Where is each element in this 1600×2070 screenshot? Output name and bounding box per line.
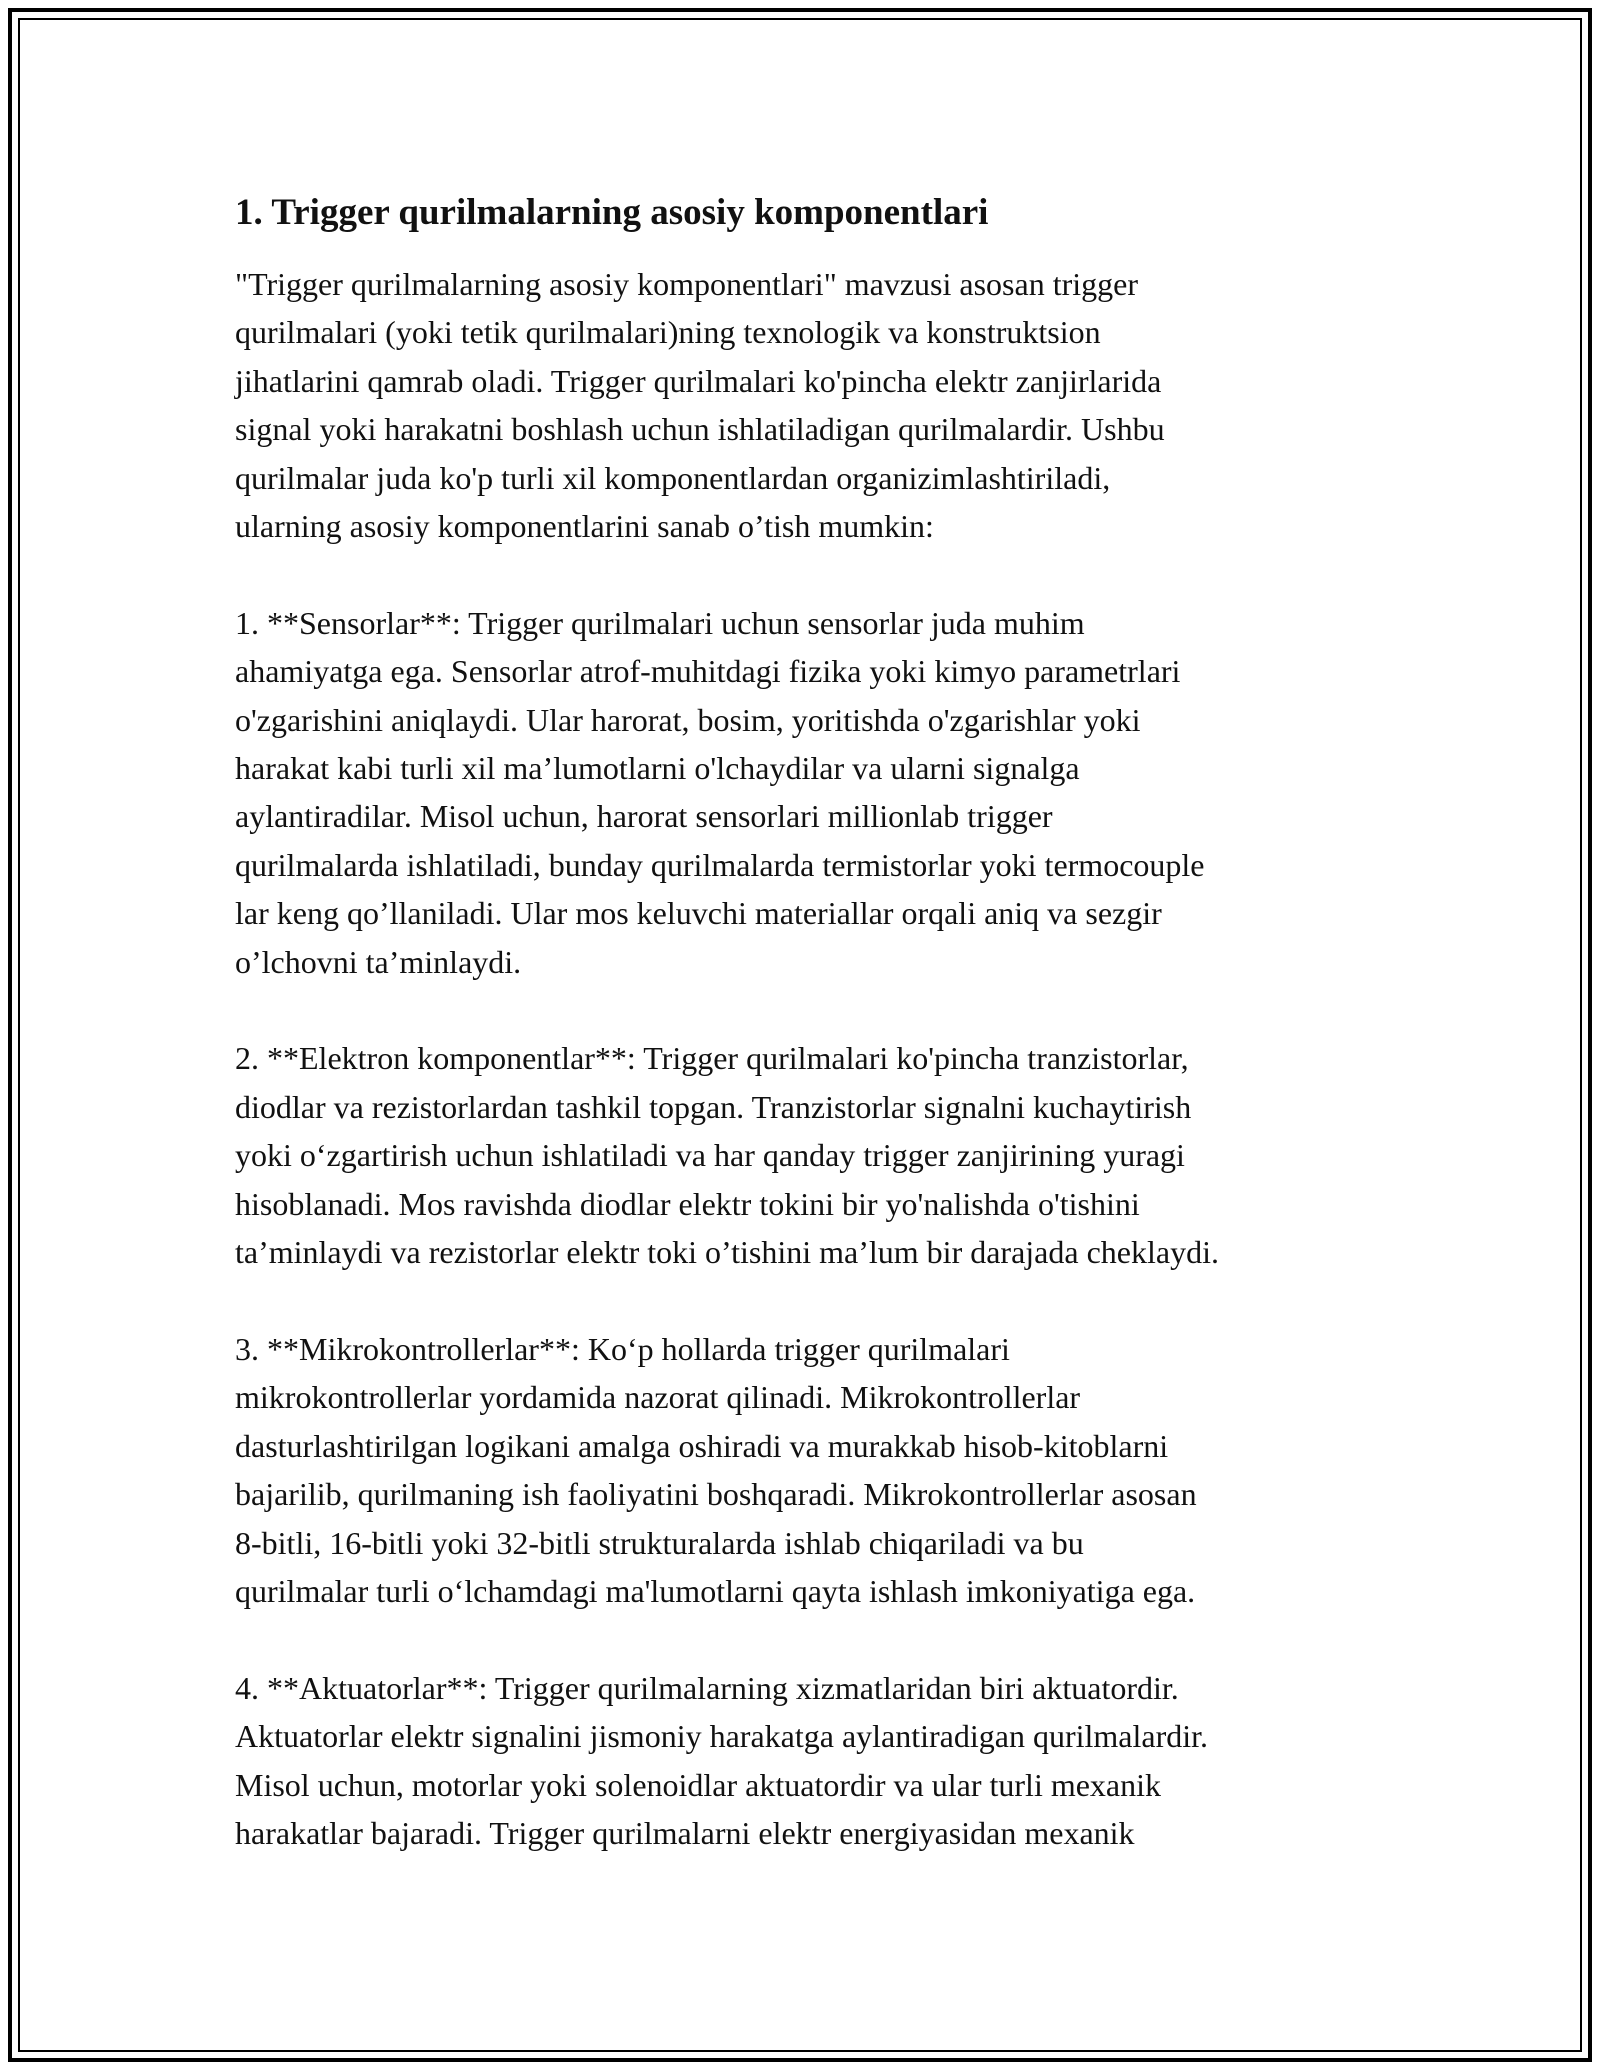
text-line: Misol uchun, motorlar yoki solenoidlar aktuatordir va ular turli mexanik xyxy=(235,1766,1162,1803)
text-line: diodlar va rezistorlardan tashkil topgan. Tranzistorlar signalni kuchaytirish xyxy=(235,1088,1192,1125)
text-line: qurilmalarda ishlatiladi, bunday qurilmalarda termistorlar yoki termocouple xyxy=(235,846,1205,883)
paragraph-gap xyxy=(235,986,1375,1034)
paragraph-gap xyxy=(235,1277,1375,1325)
text-line: 1. **Sensorlar**: Trigger qurilmalari uchun sensorlar juda muhim xyxy=(235,604,1085,641)
intro-paragraph xyxy=(235,260,1375,550)
electronic-components-paragraph xyxy=(235,1034,1375,1276)
text-line: yoki o‘zgartirish uchun ishlatiladi va har qanday trigger zanjirining yuragi xyxy=(235,1137,1185,1174)
text-line: qurilmalari (yoki tetik qurilmalari)ning texnologik va konstruktsion xyxy=(235,314,1101,351)
text-line: signal yoki harakatni boshlash uchun ishlatiladigan qurilmalardir. Ushbu xyxy=(235,411,1165,448)
text-line: ularning asosiy komponentlarini sanab o’tish mumkin: xyxy=(235,508,934,545)
document-body xyxy=(235,188,1375,1857)
paragraph-gap xyxy=(235,1615,1375,1663)
text-line: hisoblanadi. Mos ravishda diodlar elektr tokini bir yo'nalishda o'tishini xyxy=(235,1185,1140,1222)
microcontrollers-paragraph xyxy=(235,1325,1375,1615)
text-line: 8-bitli, 16-bitli yoki 32-bitli strukturalarda ishlab chiqariladi va bu xyxy=(235,1524,1084,1561)
text-line: ahamiyatga ega. Sensorlar atrof-muhitdagi fizika yoki kimyo parametrlari xyxy=(235,653,1181,690)
text-line: ta’minlaydi va rezistorlar elektr toki o’tishini ma’lum bir darajada cheklaydi. xyxy=(235,1234,1219,1271)
text-line: mikrokontrollerlar yordamida nazorat qilinadi. Mikrokontrollerlar xyxy=(235,1379,1081,1416)
section-heading: 1. Trigger qurilmalarning asosiy komponentlari xyxy=(235,192,989,233)
text-line: qurilmalar juda ko'p turli xil komponentlardan organizimlashtiriladi, xyxy=(235,459,1111,496)
text-line: o’lchovni ta’minlaydi. xyxy=(235,943,522,980)
text-line: aylantiradilar. Misol uchun, harorat sensorlari millionlab trigger xyxy=(235,798,1053,835)
text-line: harakat kabi turli xil ma’lumotlarni o'lchaydilar va ularni signalga xyxy=(235,750,1080,787)
text-line: dasturlashtirilgan logikani amalga oshiradi va murakkab hisob-kitoblarni xyxy=(235,1427,1169,1464)
text-line: 3. **Mikrokontrollerlar**: Ko‘p hollarda trigger qurilmalari xyxy=(235,1330,1010,1367)
text-line: 2. **Elektron komponentlar**: Trigger qurilmalari ko'pincha tranzistorlar, xyxy=(235,1040,1189,1077)
text-line: "Trigger qurilmalarning asosiy komponentlari" mavzusi asosan trigger xyxy=(235,266,1138,302)
text-line: lar keng qo’llaniladi. Ular mos keluvchi materiallar orqali aniq va sezgir xyxy=(235,895,1162,932)
actuators-paragraph xyxy=(235,1664,1375,1858)
text-line: qurilmalar turli o‘lchamdagi ma'lumotlarni qayta ishlash imkoniyatiga ega. xyxy=(235,1572,1196,1609)
sensors-paragraph xyxy=(235,599,1375,986)
text-line: harakatlar bajaradi. Trigger qurilmalarni elektr energiyasidan mexanik xyxy=(235,1814,1135,1851)
paragraph-gap xyxy=(235,550,1375,598)
text-line: jihatlarini qamrab oladi. Trigger qurilmalari ko'pincha elektr zanjirlarida xyxy=(235,362,1162,399)
text-line: bajarilib, qurilmaning ish faoliyatini boshqaradi. Mikrokontrollerlar asosan xyxy=(235,1476,1197,1513)
text-line: Aktuatorlar elektr signalini jismoniy harakatga aylantiradigan qurilmalardir. xyxy=(235,1718,1209,1755)
text-line: 4. **Aktuatorlar**: Trigger qurilmalarning xizmatlaridan biri aktuatordir. xyxy=(235,1669,1179,1706)
text-line: o'zgarishini aniqlaydi. Ular harorat, bosim, yoritishda o'zgarishlar yoki xyxy=(235,701,1141,738)
